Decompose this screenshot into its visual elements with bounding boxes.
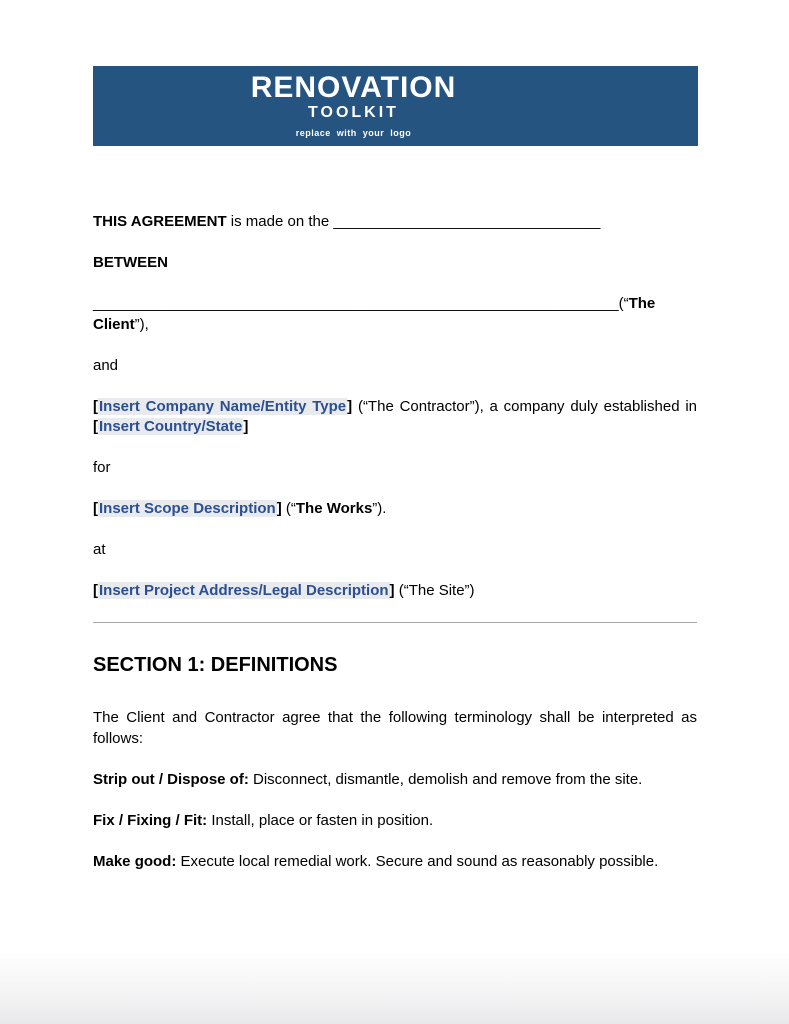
definition-text: Install, place or fasten in position. — [207, 811, 434, 829]
definition-text: Disconnect, dismantle, demolish and remove from the site. — [248, 770, 643, 788]
site-text: (“The Site”) — [394, 582, 475, 599]
bracket-open: [ — [93, 397, 98, 415]
date-blank-line: ________________________________ — [333, 213, 601, 230]
bracket-close: ] — [389, 582, 395, 599]
client-line-1 — [93, 294, 697, 315]
connector-at: at — [93, 541, 106, 558]
connector-for: for — [93, 459, 111, 476]
definitions-intro — [93, 708, 697, 749]
client-open-quote: (“ — [618, 295, 629, 312]
section-divider — [93, 622, 697, 623]
works-close-quote: ”). — [372, 500, 387, 517]
between-label: BETWEEN — [93, 254, 168, 271]
agreement-text: is made on the — [226, 213, 334, 230]
bracket-close: ] — [243, 418, 249, 435]
contractor-line-2 — [93, 417, 697, 438]
works-open-quote: (“ — [281, 500, 296, 517]
client-blank-line: _______________________________________________________________ — [93, 295, 619, 312]
definition-term: Fix / Fixing / Fit: — [93, 811, 208, 829]
works-term: The Works — [295, 500, 373, 517]
logo-subtitle: TOOLKIT — [308, 104, 399, 121]
contractor-text: (“The Contractor”), a company duly established in — [352, 397, 697, 415]
logo-tagline: replace with your logo — [295, 128, 412, 138]
placeholder-company-name: Insert Company Name/Entity Type — [99, 397, 347, 415]
placeholder-country-state: Insert Country/State — [99, 418, 243, 435]
bracket-open: [ — [93, 418, 98, 435]
client-line-2 — [93, 315, 697, 336]
agreement-intro-line — [93, 212, 697, 233]
definitions-intro-line-2: follows: — [93, 729, 144, 747]
logo-title: RENOVATION — [250, 71, 457, 104]
logo-banner — [93, 66, 698, 146]
contractor-paragraph — [93, 397, 697, 438]
agreement-label: THIS AGREEMENT — [93, 213, 227, 230]
contractor-line-1 — [93, 397, 697, 418]
logo — [250, 71, 457, 138]
client-term-the: The — [628, 295, 656, 312]
definitions-intro-line-1: The Client and Contractor agree that the following terminology shall be interpreted as — [93, 709, 697, 726]
placeholder-project-address: Insert Project Address/Legal Description — [99, 582, 389, 599]
document-body — [93, 212, 697, 893]
client-name-paragraph — [93, 294, 697, 335]
site-paragraph — [93, 581, 697, 602]
definition-term: Make good: — [93, 852, 177, 870]
connector-and: and — [93, 356, 119, 374]
bracket-open: [ — [93, 582, 98, 599]
page-bottom-fade — [0, 952, 789, 1024]
definition-term: Strip out / Dispose of: — [93, 770, 249, 788]
placeholder-scope-description: Insert Scope Description — [99, 500, 276, 517]
client-close-quote: ”), — [134, 315, 149, 333]
bracket-close: ] — [347, 397, 353, 415]
works-paragraph — [93, 499, 697, 520]
definition-make-good — [93, 852, 697, 873]
definition-strip-out — [93, 770, 697, 791]
section-1-heading: SECTION 1: DEFINITIONS — [93, 654, 338, 676]
definition-fix — [93, 811, 697, 832]
client-term-client: Client — [93, 315, 135, 333]
definition-text: Execute local remedial work. Secure and sound as reasonably possible. — [176, 852, 659, 870]
bracket-open: [ — [93, 500, 98, 517]
bracket-close: ] — [276, 500, 282, 517]
